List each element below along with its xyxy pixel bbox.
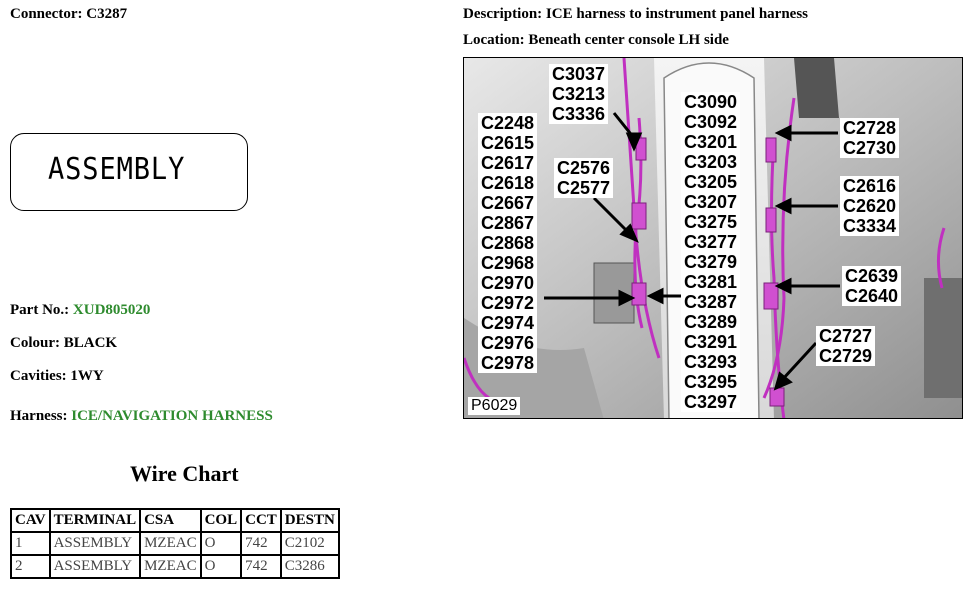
label-left-column: C2248 C2615 C2617 C2618 C2667 C2867 C2868 C2968 C2970 C2972 C2974 C2976 C2978 bbox=[478, 113, 537, 373]
label-right-3: C2639 C2640 bbox=[842, 266, 901, 306]
header-terminal: TERMINAL bbox=[50, 509, 141, 532]
description-value: ICE harness to instrument panel harness bbox=[545, 6, 809, 22]
assembly-text: ASSEMBLY bbox=[48, 152, 186, 187]
cell-destn[interactable]: C2102 bbox=[281, 532, 339, 555]
cell-cct: 742 bbox=[241, 555, 281, 578]
location-label: Location: bbox=[463, 32, 525, 48]
description-label: Description: bbox=[463, 6, 543, 22]
header-cct: CCT bbox=[241, 509, 281, 532]
location-value: Beneath center console LH side bbox=[528, 32, 729, 48]
cavities-line bbox=[10, 368, 104, 385]
wire-chart-title: Wire Chart bbox=[130, 461, 239, 486]
connector-line bbox=[10, 6, 127, 23]
colour-value: BLACK bbox=[63, 335, 118, 351]
label-right-4: C2727 C2729 bbox=[816, 326, 875, 366]
wire-chart-header-row bbox=[11, 509, 339, 532]
cell-cav: 1 bbox=[11, 532, 50, 555]
photo-id: P6029 bbox=[468, 397, 520, 415]
connector-label: Connector: bbox=[10, 6, 83, 22]
cell-destn[interactable]: C3286 bbox=[281, 555, 339, 578]
part-number-link[interactable]: XUD805020 bbox=[72, 302, 151, 318]
colour-line bbox=[10, 335, 117, 352]
label-top-left: C3037 C3213 C3336 bbox=[549, 64, 608, 124]
cavities-value: 1WY bbox=[70, 368, 104, 384]
harness-line bbox=[10, 408, 273, 425]
part-number-line bbox=[10, 302, 150, 319]
cell-terminal: ASSEMBLY bbox=[50, 555, 141, 578]
label-center-column: C3090 C3092 C3201 C3203 C3205 C3207 C3275 C3277 C3279 C3281 C3287 C3289 C3291 C3293 C3295 C3297 bbox=[681, 92, 740, 412]
label-mid-left: C2576 C2577 bbox=[554, 158, 613, 198]
header-col: COL bbox=[201, 509, 242, 532]
colour-label: Colour: bbox=[10, 335, 60, 351]
wire-chart-table bbox=[10, 508, 340, 579]
header-csa: CSA bbox=[140, 509, 201, 532]
description-line bbox=[463, 6, 808, 23]
header-cav: CAV bbox=[11, 509, 50, 532]
cell-cct: 742 bbox=[241, 532, 281, 555]
location-line bbox=[463, 32, 729, 49]
connector-value: C3287 bbox=[86, 6, 128, 22]
cell-csa: MZEAC bbox=[140, 555, 201, 578]
label-right-1: C2728 C2730 bbox=[840, 118, 899, 158]
cell-csa: MZEAC bbox=[140, 532, 201, 555]
harness-link[interactable]: ICE/NAVIGATION HARNESS bbox=[71, 408, 273, 424]
table-row bbox=[11, 555, 339, 578]
cell-cav: 2 bbox=[11, 555, 50, 578]
table-row bbox=[11, 532, 339, 555]
cell-col: O bbox=[201, 555, 242, 578]
part-number-label: Part No.: bbox=[10, 302, 70, 318]
label-right-2: C2616 C2620 C3334 bbox=[840, 176, 899, 236]
cell-terminal: ASSEMBLY bbox=[50, 532, 141, 555]
cavities-label: Cavities: bbox=[10, 368, 67, 384]
harness-label: Harness: bbox=[10, 408, 68, 424]
header-destn: DESTN bbox=[281, 509, 339, 532]
location-photo bbox=[463, 57, 963, 419]
cell-col: O bbox=[201, 532, 242, 555]
